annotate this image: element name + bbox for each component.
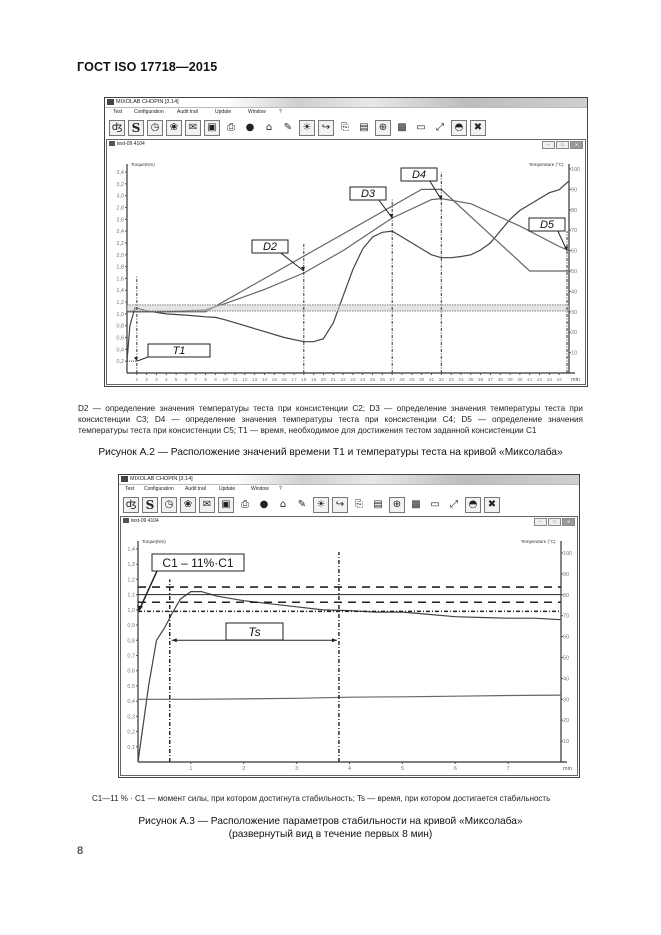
svg-text:1,2: 1,2 [127, 577, 135, 584]
svg-text:100: 100 [571, 167, 581, 173]
stop-icon[interactable]: ● [245, 122, 255, 133]
svg-text:24: 24 [360, 378, 366, 383]
svg-text:6: 6 [184, 378, 188, 383]
page-number: 8 [77, 845, 84, 857]
svg-text:D2: D2 [262, 241, 278, 253]
svg-text:10: 10 [571, 350, 578, 357]
subwindow-title-text: test-09 4104 [117, 141, 145, 147]
svg-text:3: 3 [155, 378, 158, 383]
svg-text:7: 7 [506, 766, 510, 772]
svg-text:0,6: 0,6 [127, 668, 135, 675]
menu-update[interactable]: Update [215, 109, 232, 115]
svg-text:60: 60 [563, 634, 570, 641]
resize-icon[interactable]: ⤢ [436, 122, 444, 133]
svg-text:2,6: 2,6 [116, 217, 124, 224]
svg-text:30: 30 [418, 378, 425, 383]
svg-text:1: 1 [135, 378, 139, 383]
document-header: ГОСТ ISO 17718—2015 [77, 60, 218, 74]
svg-text:36: 36 [477, 378, 484, 383]
svg-text:3,2: 3,2 [116, 181, 124, 188]
svg-text:5: 5 [400, 766, 404, 772]
close-button[interactable]: ✕ [570, 141, 583, 149]
figure-a3-legend: C1—11 % · C1 — момент силы, при котором достигнута стабильность; Ts — время, при котором достигается стабильность [92, 794, 551, 803]
svg-text:8: 8 [204, 378, 207, 383]
menu-configuration[interactable]: Configuration [134, 109, 164, 115]
menu-test[interactable]: Test [125, 486, 135, 492]
menu-help[interactable]: ? [279, 109, 282, 115]
mixolab-window-expanded [118, 474, 580, 778]
svg-text:40: 40 [517, 378, 523, 383]
light-bulb-icon[interactable]: ☀ [313, 497, 329, 513]
series-target-temperature-profile [127, 189, 569, 311]
chart-icon[interactable]: ▩ [411, 499, 421, 510]
svg-text:min: min [571, 377, 580, 383]
series-torque [138, 592, 561, 762]
minimize-button[interactable]: − [534, 518, 547, 526]
svg-text:50: 50 [563, 655, 570, 662]
svg-text:2: 2 [242, 766, 246, 772]
svg-text:4: 4 [164, 378, 168, 383]
svg-text:Torque(Nm): Torque(Nm) [131, 162, 155, 167]
svg-text:80: 80 [571, 207, 578, 214]
svg-text:Ts: Ts [248, 625, 261, 639]
svg-text:38: 38 [497, 378, 503, 383]
mixolab-window-full [104, 97, 588, 387]
open-folder-icon[interactable]: ✉ [199, 497, 215, 513]
svg-text:0,9: 0,9 [127, 623, 135, 630]
svg-text:17: 17 [291, 378, 297, 383]
subwindow-title-text: test-09 4104 [131, 518, 159, 524]
svg-text:T1: T1 [172, 345, 186, 357]
svg-text:2,2: 2,2 [116, 240, 124, 247]
svg-text:70: 70 [563, 613, 570, 620]
clock-icon[interactable]: ◷ [147, 120, 163, 136]
svg-text:23: 23 [350, 378, 356, 383]
svg-text:90: 90 [571, 187, 578, 194]
svg-text:0,8: 0,8 [127, 638, 135, 645]
menu-audit-trail[interactable]: Audit trail [177, 109, 198, 115]
svg-text:3: 3 [295, 766, 299, 772]
figure-a3-caption-line1: Рисунок А.3 — Расположение параметров стабильности на кривой «Миксолаба» [138, 816, 523, 827]
home-icon[interactable]: ⌂ [265, 122, 273, 133]
close-button[interactable]: ✕ [562, 518, 575, 526]
svg-text:70: 70 [571, 228, 578, 235]
display-icon[interactable]: ▭ [430, 499, 440, 510]
zoom-icon[interactable]: ⊕ [375, 120, 391, 136]
svg-text:13: 13 [252, 378, 258, 383]
save-icon[interactable]: ▣ [218, 497, 234, 513]
svg-text:1: 1 [189, 766, 193, 772]
maximize-button[interactable]: □ [548, 518, 561, 526]
exit-icon[interactable]: ✖ [484, 497, 500, 513]
svg-text:21: 21 [330, 378, 336, 383]
stop-icon[interactable]: ● [259, 499, 269, 510]
svg-text:1,6: 1,6 [116, 276, 124, 283]
svg-text:7: 7 [194, 378, 198, 383]
svg-text:2,8: 2,8 [116, 205, 124, 212]
svg-text:100: 100 [563, 551, 573, 557]
svg-text:20: 20 [320, 378, 327, 383]
mixolab-chart-full [105, 98, 587, 386]
svg-text:1,4: 1,4 [127, 547, 135, 553]
export-icon[interactable]: ↪ [332, 497, 348, 513]
paste-icon[interactable]: ▤ [373, 499, 383, 510]
open-folder-icon[interactable]: ✉ [185, 120, 201, 136]
svg-text:0,6: 0,6 [116, 335, 124, 342]
mixolab-chart-expanded [119, 475, 579, 777]
svg-text:1,4: 1,4 [116, 288, 124, 295]
svg-text:1,0: 1,0 [116, 311, 124, 318]
svg-text:37: 37 [487, 378, 494, 383]
svg-text:35: 35 [468, 378, 474, 383]
svg-text:min: min [563, 766, 572, 772]
svg-text:14: 14 [261, 378, 268, 383]
svg-text:30: 30 [563, 697, 570, 704]
svg-text:4: 4 [347, 766, 352, 772]
copy-icon[interactable]: ⎘ [355, 499, 363, 510]
svg-text:27: 27 [389, 378, 395, 383]
svg-text:19: 19 [310, 378, 317, 383]
series-torque [127, 181, 569, 361]
curve-icon[interactable]: ʤ [123, 497, 139, 513]
save-icon[interactable]: ▣ [204, 120, 220, 136]
svg-text:15: 15 [271, 378, 278, 383]
flour-icon[interactable]: ❀ [166, 120, 182, 136]
svg-text:18: 18 [301, 378, 307, 383]
light-bulb-icon[interactable]: ☀ [299, 120, 315, 136]
menu-test[interactable]: Test [113, 109, 123, 115]
svg-text:D5: D5 [539, 219, 555, 231]
svg-text:41: 41 [527, 378, 533, 383]
figure-a3-caption-line2: (развернутый вид в течение первых 8 мин) [228, 829, 433, 840]
svg-text:C1 – 11%·C1: C1 – 11%·C1 [162, 556, 234, 570]
window-title: MIXOLAB CHOPIN [3.14] [116, 99, 179, 105]
svg-text:Temperature (°C): Temperature (°C) [521, 539, 556, 544]
svg-text:9: 9 [214, 378, 217, 383]
svg-text:D3: D3 [360, 188, 376, 200]
svg-text:1,1: 1,1 [127, 592, 135, 599]
eye-icon[interactable]: ◓ [465, 497, 481, 513]
print-icon[interactable]: ⎙ [227, 122, 235, 133]
svg-text:0,1: 0,1 [127, 744, 135, 751]
figure-a2-legend-text: D2 — определение значения температуры теста при консистенции C2; D3 — определение значения температуры теста при консистенции C3; D4 — определение значения температуры теста при консистенции C4; D5 — определение значения температуры теста при консистенции C5; T1 — время, необходимое для достижения тестом заданной консистенции C1 [78, 404, 583, 435]
svg-text:Temperature (°C): Temperature (°C) [529, 162, 564, 167]
menu-update[interactable]: Update [219, 486, 236, 492]
svg-text:20: 20 [571, 330, 578, 337]
exit-icon[interactable]: ✖ [470, 120, 486, 136]
svg-text:0,5: 0,5 [127, 683, 135, 690]
svg-text:34: 34 [458, 378, 464, 383]
series-dough-temperature [138, 695, 561, 699]
svg-text:0,4: 0,4 [116, 347, 124, 354]
svg-text:3,0: 3,0 [116, 193, 124, 200]
eye-icon[interactable]: ◓ [451, 120, 467, 136]
svg-text:0,7: 0,7 [127, 653, 135, 660]
pen-icon[interactable]: ✎ [283, 122, 293, 133]
svg-text:33: 33 [448, 378, 454, 383]
figure-a2-caption: Рисунок А.2 — Расположение значений времени Т1 и температуры теста на кривой «Миксолаба» [98, 447, 563, 458]
svg-text:16: 16 [281, 378, 287, 383]
resize-icon[interactable]: ⤢ [450, 499, 458, 510]
flour-icon[interactable]: ❀ [180, 497, 196, 513]
svg-text:42: 42 [536, 378, 543, 383]
svg-text:50: 50 [571, 269, 578, 275]
window-title: MIXOLAB CHOPIN [3.14] [130, 476, 193, 482]
svg-text:28: 28 [399, 378, 405, 383]
svg-text:26: 26 [379, 378, 386, 383]
svg-text:60: 60 [571, 248, 578, 255]
svg-text:20: 20 [563, 718, 570, 725]
svg-text:1,0: 1,0 [127, 607, 135, 614]
svg-text:90: 90 [563, 571, 570, 578]
chart-icon[interactable]: ▩ [397, 122, 407, 133]
svg-text:Torque(Nm): Torque(Nm) [142, 539, 166, 544]
svg-text:12: 12 [242, 378, 248, 383]
svg-text:10: 10 [222, 378, 228, 383]
svg-text:29: 29 [409, 378, 415, 383]
curve-icon[interactable]: ʤ [109, 120, 125, 136]
svg-text:0,2: 0,2 [116, 359, 124, 366]
svg-text:D4: D4 [411, 169, 427, 181]
display-icon[interactable]: ▭ [416, 122, 426, 133]
menu-configuration[interactable]: Configuration [144, 486, 174, 492]
svg-text:2,4: 2,4 [116, 229, 124, 236]
svg-text:22: 22 [340, 378, 346, 383]
maximize-button[interactable]: □ [556, 141, 569, 149]
zoom-icon[interactable]: ⊕ [389, 497, 405, 513]
svg-text:1,2: 1,2 [116, 300, 124, 307]
svg-text:40: 40 [571, 289, 578, 296]
svg-text:44: 44 [556, 378, 562, 383]
svg-text:40: 40 [563, 676, 570, 683]
figure-a2-legend [78, 403, 583, 436]
svg-text:3,4: 3,4 [116, 170, 124, 176]
svg-text:0,4: 0,4 [127, 699, 135, 706]
svg-text:2,0: 2,0 [116, 252, 124, 259]
svg-text:1,8: 1,8 [116, 264, 124, 271]
svg-text:30: 30 [571, 309, 578, 316]
menu-audit-trail[interactable]: Audit trail [185, 486, 206, 492]
home-icon[interactable]: ⌂ [279, 499, 287, 510]
copy-icon[interactable]: ⎘ [341, 122, 349, 133]
svg-text:0,3: 0,3 [127, 714, 135, 721]
svg-text:43: 43 [546, 378, 553, 383]
svg-text:2: 2 [145, 378, 148, 383]
menu-window[interactable]: Window [251, 486, 269, 492]
print-icon[interactable]: ⎙ [241, 499, 249, 510]
svg-text:11: 11 [232, 378, 238, 383]
menu-window[interactable]: Window [248, 109, 266, 115]
clock-icon[interactable]: ◷ [161, 497, 177, 513]
stability-s-icon[interactable]: S [128, 120, 144, 136]
svg-text:25: 25 [369, 378, 376, 383]
svg-text:39: 39 [507, 378, 513, 383]
pen-icon[interactable]: ✎ [297, 499, 307, 510]
stability-s-icon[interactable]: S [142, 497, 158, 513]
series-dough-temperature [127, 199, 569, 312]
menu-help[interactable]: ? [279, 486, 282, 492]
minimize-button[interactable]: − [542, 141, 555, 149]
svg-text:31: 31 [428, 378, 435, 383]
export-icon[interactable]: ↪ [318, 120, 334, 136]
svg-text:10: 10 [563, 739, 570, 746]
svg-text:6: 6 [453, 766, 457, 772]
svg-text:0,2: 0,2 [127, 729, 135, 736]
svg-text:0,8: 0,8 [116, 323, 124, 330]
svg-text:32: 32 [438, 378, 444, 383]
svg-text:5: 5 [174, 378, 178, 383]
svg-text:80: 80 [563, 592, 570, 599]
svg-text:1,3: 1,3 [127, 562, 135, 569]
paste-icon[interactable]: ▤ [359, 122, 369, 133]
